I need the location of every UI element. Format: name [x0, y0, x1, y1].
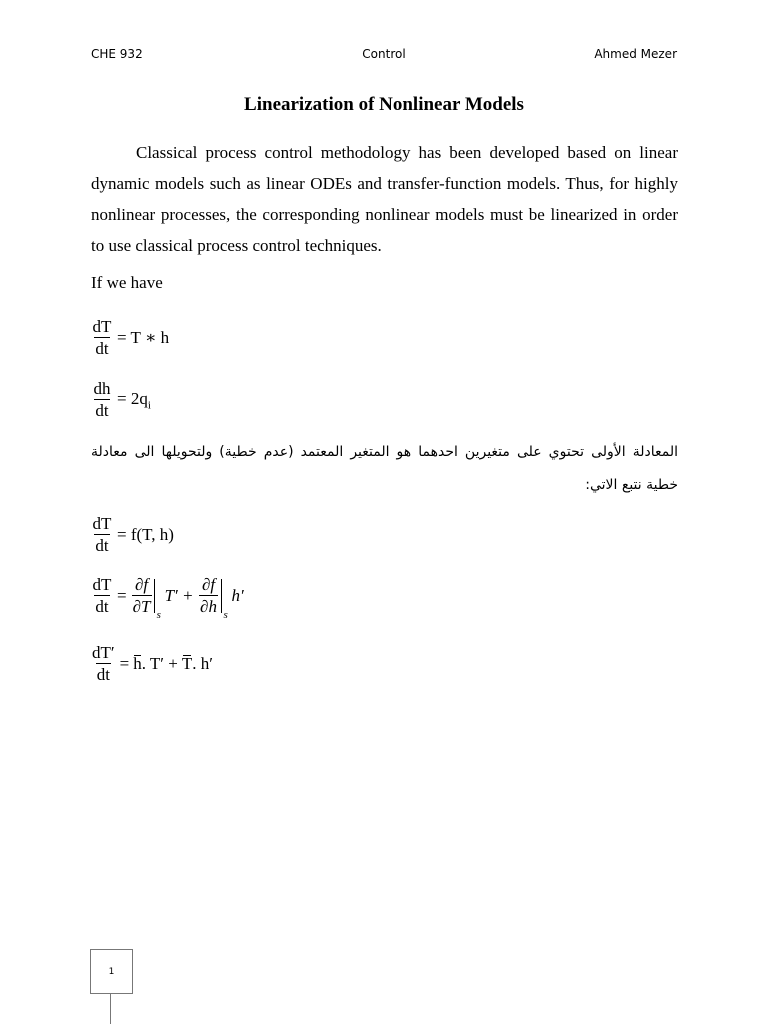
eq5-T-bar: T — [181, 654, 193, 673]
eq1-fraction — [91, 316, 113, 360]
eq1-rhs: = T ∗ h — [117, 328, 170, 347]
intro-paragraph: Classical process control methodology has been developed based on linear dynamic models such as linear ODEs and transfer-function models. Thus, for highly nonlinear processes, the corresponding nonlinear models must be linearized in order to use classical process control techniques. — [91, 143, 678, 255]
equation-1 — [91, 316, 169, 360]
eq2-rhs-main: = 2q — [117, 388, 148, 408]
eq3-denominator: dt — [95, 536, 109, 555]
eq5-equals: = — [119, 654, 130, 673]
eq4-partial-T-num: ∂f — [135, 575, 149, 594]
eq5-end: . h′ — [192, 654, 213, 673]
equation-3 — [91, 513, 174, 557]
eq3-numerator: dT — [92, 514, 112, 533]
eq5-middle: . T′ + — [141, 654, 178, 673]
eq4-denominator: dt — [95, 597, 109, 616]
eq5-denominator: dt — [96, 665, 110, 684]
eq4-partial-h-den: ∂h — [200, 597, 217, 616]
equation-4 — [91, 574, 244, 621]
eq3-rhs: = f(T, h) — [117, 525, 174, 544]
eq5-fraction — [91, 642, 116, 686]
if-we-have-text: If we have — [91, 273, 163, 292]
arabic-paragraph: المعادلة الأولى تحتوي على متغيرين احدهما هو المتغير المعتمد (عدم خطية) ولتحويلها الى معادلة خطية نتبع الاتي: — [91, 444, 678, 493]
eq2-numerator: dh — [93, 379, 111, 398]
eq5-h-bar: h — [133, 654, 142, 673]
page-number: 1 — [108, 966, 115, 977]
eq2-fraction — [91, 378, 113, 422]
eq4-equals: = — [117, 586, 127, 605]
eq2-subscript: i — [147, 399, 151, 412]
eq4-partial-T — [131, 574, 153, 618]
eq2-denominator: dt — [95, 401, 109, 420]
page-number-line — [110, 994, 111, 1024]
header-author: Ahmed Mezer — [594, 47, 677, 61]
eq1-denominator: dt — [95, 339, 109, 358]
eq4-partial-h-num: ∂f — [201, 575, 216, 594]
eq4-eval-sub-1: s — [156, 609, 161, 621]
eq4-term-2: h′ — [231, 586, 244, 605]
eq4-eval-bar-2 — [221, 579, 228, 621]
page-number-box — [90, 949, 133, 994]
eq5-numerator: dT′ — [92, 643, 115, 662]
header-course: CHE 932 — [91, 47, 143, 61]
eq3-fraction — [91, 513, 113, 557]
page-title: Linearization of Nonlinear Models — [244, 94, 524, 115]
eq4-eval-sub-2: s — [223, 609, 228, 621]
equation-2 — [91, 378, 151, 422]
eq4-eval-bar-1 — [154, 579, 161, 621]
equation-5 — [91, 642, 213, 686]
eq2-rhs — [117, 389, 151, 411]
eq4-numerator: dT — [92, 575, 112, 594]
eq4-partial-T-den: ∂T — [132, 597, 151, 616]
header-subject: Control — [362, 47, 406, 61]
eq4-fraction — [91, 574, 113, 618]
eq4-term-1: T′ + — [164, 586, 194, 605]
eq4-partial-h — [198, 574, 220, 618]
eq1-numerator: dT — [92, 317, 112, 336]
